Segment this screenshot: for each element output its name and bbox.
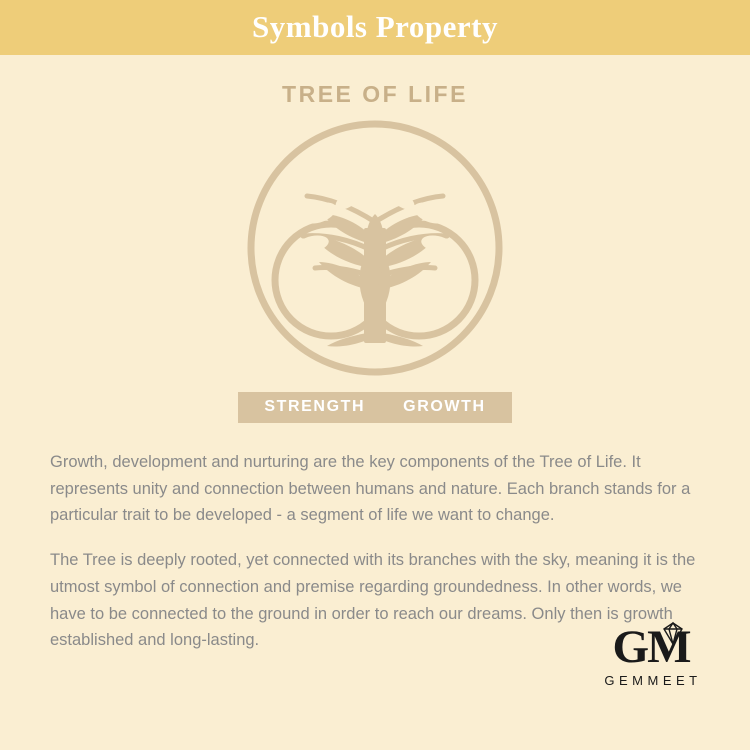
brand-logo [586,621,716,688]
logo-wordmark: GEMMEET [604,673,702,688]
keyword-strength: STRENGTH [264,398,366,415]
section-title: TREE OF LIFE [282,81,468,107]
diamond-icon [658,621,688,647]
symbol-illustration-container [0,118,750,378]
logo-monogram: GM [612,621,690,674]
keywords-bar [238,392,511,423]
page-title: Symbols Property [252,8,498,44]
keywords-container [0,392,750,423]
description-text [50,449,700,654]
paragraph-2: The Tree is deeply rooted, yet connected with its branches with the sky, meaning it is the utmost symbol of connection and premise regarding groundedness. In other words, we have to be connected to the ground in order to reach our dreams. Only then is growth established and long-lasting. [50,551,696,650]
header-bar [0,0,750,55]
tree-of-life-icon [245,118,505,378]
paragraph-1: Growth, development and nurturing are the key components of the Tree of Life. It represents unity and connection between humans and nature. Each branch stands for a particular trait to be developed - a segment of life we want to change. [50,453,691,525]
keyword-growth: GROWTH [403,398,486,415]
